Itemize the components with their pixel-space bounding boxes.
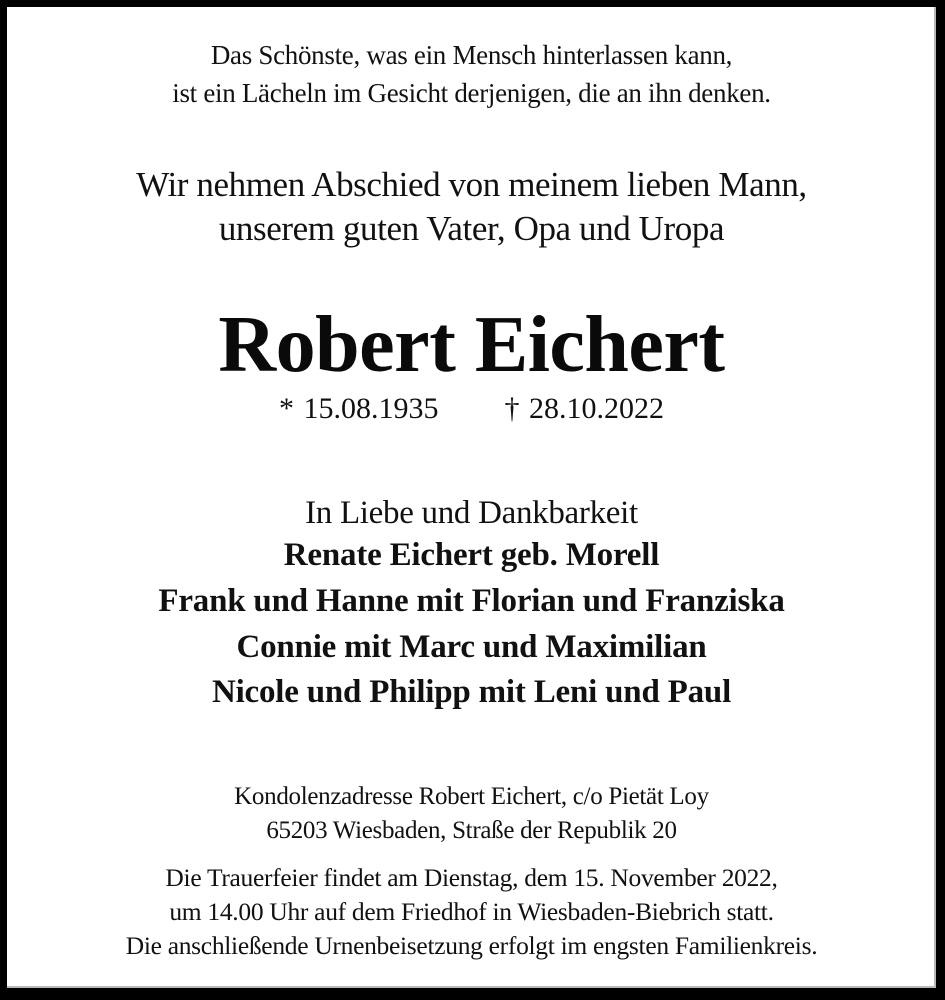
service-line-2: um 14.00 Uhr auf dem Friedhof in Wiesbaden-Biebrich statt. bbox=[169, 897, 774, 926]
mourner-name: Nicole und Philipp mit Leni und Paul bbox=[211, 674, 732, 710]
quote-line-1: Das Schönste, was ein Mensch hinterlassen kann, bbox=[210, 40, 733, 70]
intro-line-1: Wir nehmen Abschied von meinem lieben Mann, bbox=[136, 165, 807, 204]
life-dates bbox=[7, 394, 936, 424]
deceased-name: Robert Eichert bbox=[218, 301, 725, 389]
birth-date: 15.08.1935 bbox=[303, 392, 439, 425]
mourner-name: Connie mit Marc und Maximilian bbox=[236, 629, 707, 665]
obituary-notice bbox=[7, 7, 936, 988]
condolence-address-line-2: 65203 Wiesbaden, Straße der Republik 20 bbox=[266, 817, 677, 844]
mourner-name: Renate Eichert geb. Morell bbox=[283, 537, 660, 573]
service-line-1: Die Trauerfeier findet am Dienstag, dem 15. November 2022, bbox=[165, 863, 778, 892]
condolence-address-line-1: Kondolenzadresse Robert Eichert, c/o Pietät Loy bbox=[234, 783, 709, 810]
mourners-heading: In Liebe und Dankbarkeit bbox=[305, 495, 638, 531]
birth-star-icon: * bbox=[279, 392, 294, 425]
service-line-3: Die anschließende Urnenbeisetzung erfolgt im engsten Familienkreis. bbox=[125, 931, 818, 960]
intro-line-2: unserem guten Vater, Opa und Uropa bbox=[218, 209, 725, 248]
death-date: 28.10.2022 bbox=[529, 392, 664, 425]
mourner-name: Frank und Hanne mit Florian und Franziska bbox=[158, 583, 785, 619]
quote-line-2: ist ein Lächeln im Gesicht derjenigen, die an ihn denken. bbox=[172, 78, 771, 108]
death-cross-icon: † bbox=[504, 392, 520, 425]
